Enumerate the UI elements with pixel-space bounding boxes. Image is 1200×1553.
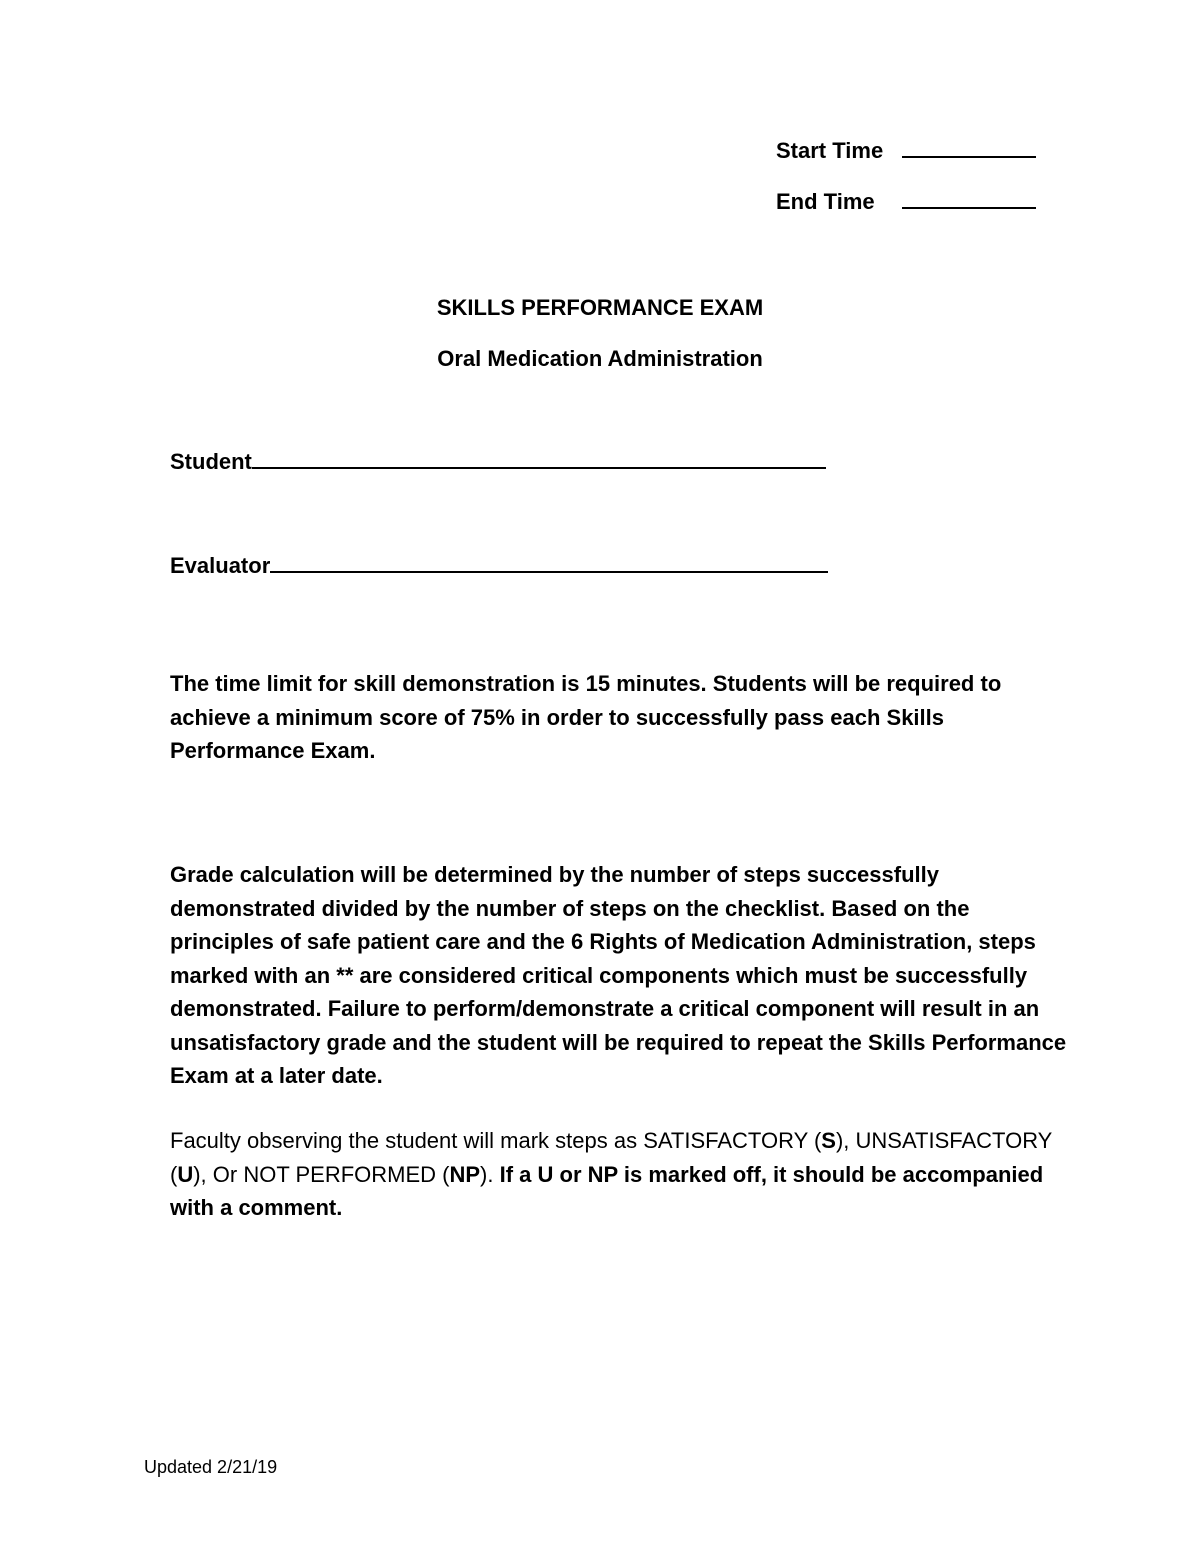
start-time-row: [776, 138, 1036, 164]
faculty-u: U: [177, 1161, 194, 1187]
student-blank: [252, 449, 826, 469]
faculty-s: S: [821, 1128, 836, 1153]
start-time-label: Start Time: [776, 138, 884, 163]
end-time-blank: [902, 189, 1036, 209]
grade-calculation-paragraph: Grade calculation will be determined by the number of steps successfully demonstrated divided by the number of steps on the checklist. Based on the principles of safe patient care and the 6 Rights of Medication Administration, steps marked with an ** are considered critical components which must be successfully demonstrated. Failure to perform/demonstrate a critical component will result in an unsatisfactory grade and the student will be required to repeat the Skills Performance Exam at a later date.: [170, 862, 1067, 1088]
evaluator-label: Evaluator: [170, 553, 271, 578]
evaluator-row: [170, 553, 828, 579]
faculty-paragraph: [170, 1124, 1070, 1225]
faculty-text-1: Faculty observing the student will mark steps as SATISFACTORY (: [170, 1128, 822, 1153]
student-label: Student: [170, 449, 252, 474]
updated-footer: Updated 2/21/19: [144, 1457, 278, 1477]
faculty-np: NP: [449, 1161, 481, 1187]
exam-title: SKILLS PERFORMANCE EXAM: [436, 295, 764, 320]
evaluator-blank: [270, 553, 828, 573]
start-time-blank: [902, 138, 1036, 158]
end-time-label: End Time: [776, 189, 875, 214]
faculty-text-4: ).: [480, 1161, 494, 1187]
faculty-bold-tail: If a U or NP is marked off, it should be accompanied with a comment.: [170, 1161, 1044, 1220]
student-row: [170, 449, 826, 475]
exam-subtitle: Oral Medication Administration: [437, 346, 763, 371]
faculty-text-3: ), Or NOT PERFORMED (: [193, 1161, 450, 1187]
end-time-row: [776, 189, 1036, 215]
faculty-text-2: ), UNSATISFACTORY (: [170, 1128, 1052, 1187]
time-limit-paragraph: The time limit for skill demonstration is 15 minutes. Students will be required to achieve a minimum score of 75% in order to successfully pass each Skills Performance Exam.: [170, 671, 1002, 763]
